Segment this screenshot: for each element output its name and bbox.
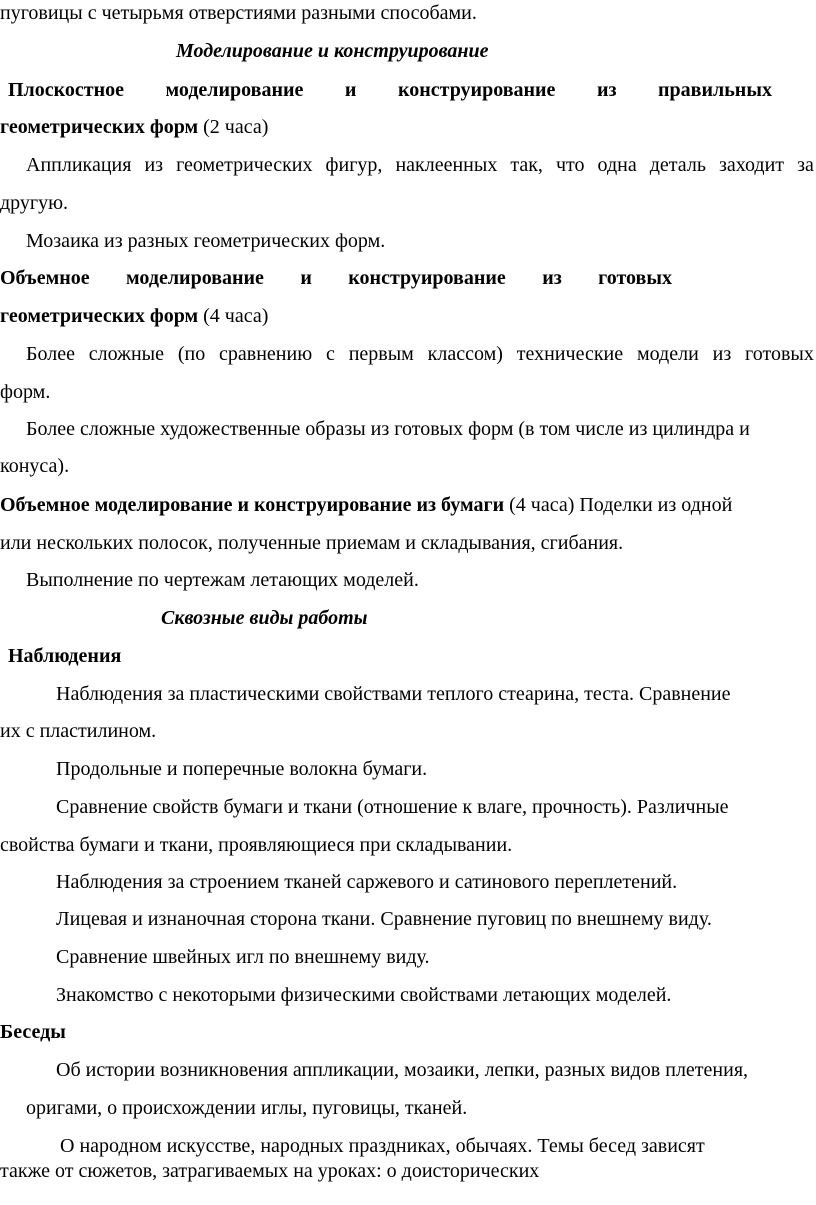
word: сравнению: [219, 343, 313, 365]
observation-item-cont: свойства бумаги и ткани, проявляющиеся при складывании.: [0, 834, 513, 856]
paragraph-applique: [26, 152, 814, 178]
subheading-observations: Наблюдения: [8, 645, 122, 667]
subheading-flat-modeling: [8, 77, 772, 103]
word: готовых: [598, 267, 672, 289]
paragraph-drawings: Выполнение по чертежам летающих моделей.: [26, 569, 419, 591]
word: моделирование: [165, 79, 304, 101]
text-line: пуговицы с четырьмя отверстиями разными способами.: [0, 2, 477, 24]
observation-item: Знакомство с некоторыми физическими свойствами летающих моделей.: [56, 984, 672, 1006]
paragraph-applique-cont: другую.: [0, 192, 69, 214]
word: из: [542, 267, 562, 289]
word: модели: [636, 343, 699, 365]
word: фигур,: [325, 154, 383, 176]
word: одна: [597, 154, 637, 176]
word: и: [344, 79, 357, 101]
word: Более: [26, 343, 75, 365]
paragraph-paper-modeling: Объемное моделирование и конструирование из бумаги (4 часа) Поделки из одной: [0, 494, 733, 516]
section-heading-modeling: Моделирование и конструирование: [176, 40, 489, 62]
word: за: [797, 154, 814, 176]
observation-item: Продольные и поперечные волокна бумаги.: [56, 758, 428, 780]
word: (по: [177, 343, 206, 365]
observation-item: Наблюдения за пластическими свойствами теплого стеарина, теста. Сравнение: [56, 683, 731, 705]
word: и: [300, 267, 312, 289]
subheading-volume-modeling: [0, 265, 672, 291]
word: так,: [510, 154, 543, 176]
paragraph-mosaic: Мозаика из разных геометрических форм.: [26, 230, 386, 252]
word: конструирование: [348, 267, 506, 289]
word: что: [555, 154, 585, 176]
word: Объемное: [0, 267, 90, 289]
word: конструирование: [397, 79, 556, 101]
word: деталь: [649, 154, 706, 176]
word: наклеенных: [395, 154, 498, 176]
paragraph-paper-modeling-cont: или нескольких полосок, полученные приемам и складывания, сгибания.: [0, 532, 624, 554]
word: Аппликация: [26, 154, 132, 176]
observation-item: Наблюдения за строением тканей саржевого и сатинового переплетений.: [56, 871, 678, 893]
word: технические: [516, 343, 624, 365]
word: из: [596, 79, 617, 101]
word: Плоскостное: [8, 79, 125, 101]
word: готовых: [745, 343, 814, 365]
word: из: [712, 343, 732, 365]
talk-item-cont: оригами, о происхождении иглы, пуговицы, тканей.: [26, 1097, 468, 1119]
talk-item: Об истории возникновения аппликации, мозаики, лепки, разных видов плетения,: [56, 1059, 749, 1081]
paragraph-complex-images: Более сложные художественные образы из готовых форм (в том числе из цилиндра и: [26, 418, 750, 440]
word: геометрических: [176, 154, 313, 176]
word: моделирование: [126, 267, 264, 289]
observation-item: Сравнение швейных игл по внешнему виду.: [56, 946, 430, 968]
word: с: [325, 343, 335, 365]
observation-item-cont: их с пластилином.: [0, 720, 157, 742]
observation-item: Сравнение свойств бумаги и ткани (отношение к влаге, прочность). Различные: [56, 796, 729, 818]
word: сложные: [88, 343, 164, 365]
subheading-volume-modeling-cont: геометрических форм (4 часа): [0, 305, 269, 327]
paragraph-complex-models-cont: форм.: [0, 381, 51, 403]
subheading-flat-modeling-cont: геометрических форм (2 часа): [0, 116, 269, 138]
observation-item: Лицевая и изнаночная сторона ткани. Сравнение пуговиц по внешнему виду.: [56, 908, 712, 930]
word: из: [144, 154, 164, 176]
paragraph-complex-images-cont: конуса).: [0, 455, 70, 477]
talk-item: О народном искусстве, народных праздниках, обычаях. Темы бесед зависят: [60, 1135, 705, 1157]
section-heading-through: Сквозные виды работы: [161, 607, 368, 629]
word: первым: [348, 343, 414, 365]
subheading-talks: Беседы: [0, 1021, 66, 1043]
word: классом): [427, 343, 503, 365]
talk-item-cont: также от сюжетов, затрагиваемых на уроках: о доисторических: [0, 1160, 540, 1182]
paragraph-complex-models: [26, 341, 814, 367]
word: правильных: [658, 79, 772, 101]
word: заходит: [718, 154, 785, 176]
